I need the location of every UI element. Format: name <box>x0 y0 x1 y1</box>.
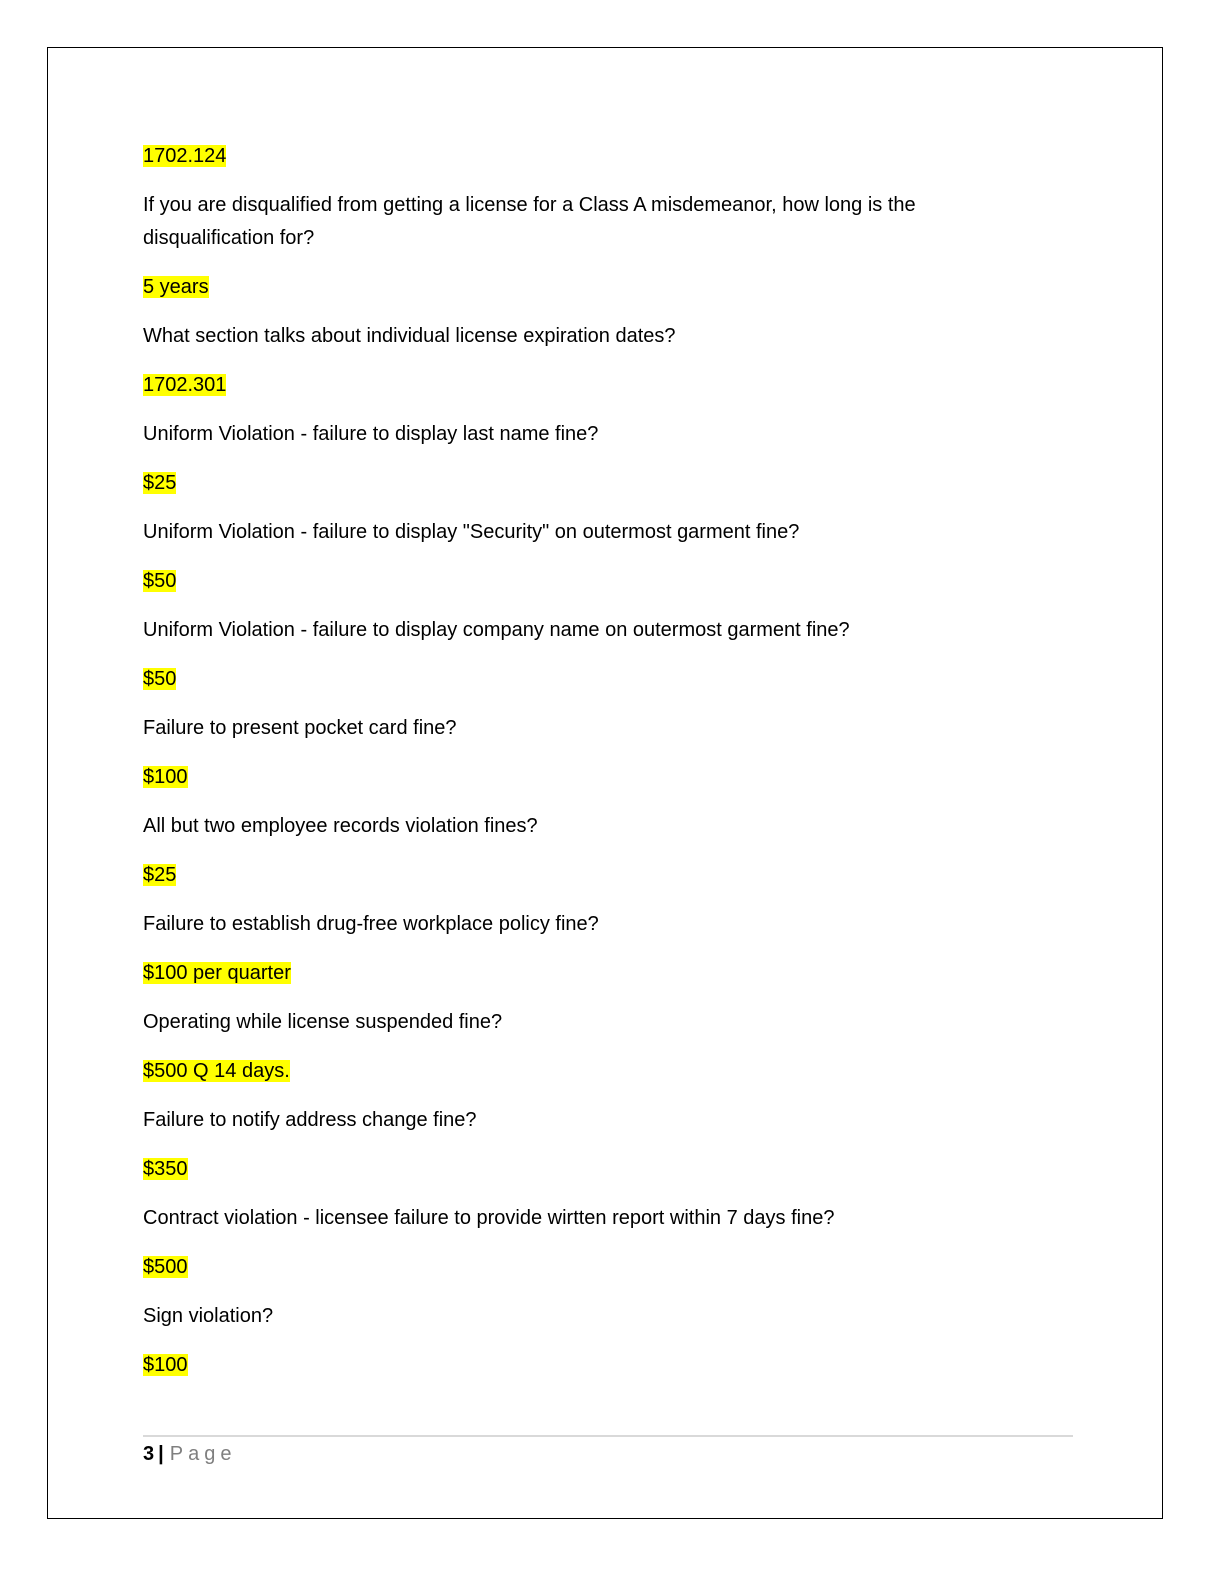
page-number: 3 <box>143 1443 155 1465</box>
document-body <box>143 140 1023 1398</box>
question-line: Sign violation? <box>143 1305 274 1327</box>
page-label: Page <box>169 1443 237 1465</box>
question-line: Uniform Violation - failure to display "Security" on outermost garment fine? <box>143 521 800 543</box>
answer-line: $25 <box>143 472 177 494</box>
question-line: All but two employee records violation fines? <box>143 815 538 837</box>
question-line: Failure to present pocket card fine? <box>143 717 457 739</box>
answer-line: $50 <box>143 668 177 690</box>
question-line: If you are disqualified from getting a license for a Class A misdemeanor, how long is the disqualification for? <box>143 194 916 249</box>
question-line: Failure to notify address change fine? <box>143 1109 477 1131</box>
question-line: Operating while license suspended fine? <box>143 1011 503 1033</box>
answer-line: $50 <box>143 570 177 592</box>
footer-separator: | <box>158 1443 164 1465</box>
answer-line: 1702.124 <box>143 145 227 167</box>
question-line: Failure to establish drug-free workplace policy fine? <box>143 913 599 935</box>
answer-line: $100 per quarter <box>143 962 291 984</box>
question-line: Uniform Violation - failure to display company name on outermost garment fine? <box>143 619 850 641</box>
answer-line: 1702.301 <box>143 374 227 396</box>
answer-line: $25 <box>143 864 177 886</box>
answer-line: $500 <box>143 1256 188 1278</box>
answer-line: $500 Q 14 days. <box>143 1060 290 1082</box>
footer-divider <box>143 1435 1073 1437</box>
page-footer <box>143 1440 236 1468</box>
answer-line: $100 <box>143 1354 188 1376</box>
question-line: Uniform Violation - failure to display last name fine? <box>143 423 599 445</box>
question-line: Contract violation - licensee failure to provide wirtten report within 7 days fine? <box>143 1207 835 1229</box>
answer-line: $350 <box>143 1158 188 1180</box>
answer-line: 5 years <box>143 276 209 298</box>
answer-line: $100 <box>143 766 188 788</box>
question-line: What section talks about individual license expiration dates? <box>143 325 676 347</box>
